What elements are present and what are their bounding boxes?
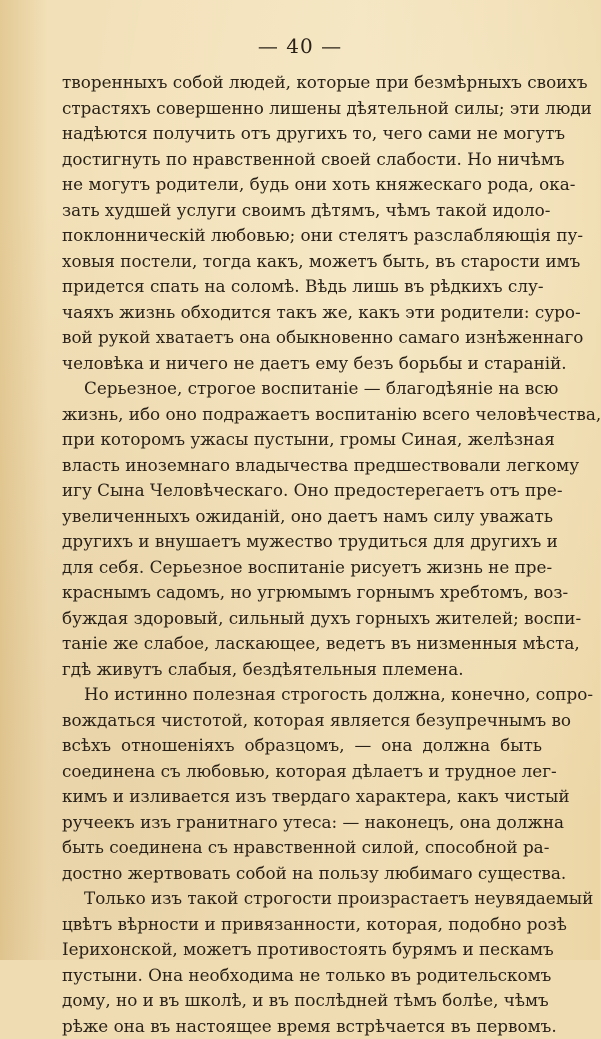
text-line: страстяхъ совершенно лишены дѣятельной силы; эти люди <box>62 96 542 122</box>
text-line: поклонническій любовью; они стелятъ разслабляющія пу- <box>62 223 542 249</box>
text-line: не могутъ родители, будь они хоть княжескаго рода, ока- <box>62 172 542 198</box>
text-line: вой рукой хватаетъ она обыкновенно самаго изнѣженнаго <box>62 325 542 351</box>
text-line: таніе же слабое, ласкающее, ведетъ въ низменныя мѣста, <box>62 631 542 657</box>
text-line: цвѣтъ вѣрности и привязанности, которая, подобно розѣ <box>62 912 542 938</box>
text-line: ручеекъ изъ гранитнаго утеса: — наконецъ, она должна <box>62 810 542 836</box>
text-line: Іерихонской, можетъ противостоять бурямъ и пескамъ <box>62 937 542 963</box>
text-line: буждая здоровый, сильный духъ горныхъ жителей; воспи- <box>62 606 542 632</box>
body-text <box>62 70 542 1039</box>
text-line: Серьезное, строгое воспитаніе — благодѣяніе на всю <box>62 376 542 402</box>
text-line: всѣхъ отношеніяхъ образцомъ, — она должна быть <box>62 733 542 759</box>
text-line: игу Сына Человѣческаго. Оно предостерегаетъ отъ пре- <box>62 478 542 504</box>
text-line: ховыя постели, тогда какъ, можетъ быть, въ старости имъ <box>62 249 542 275</box>
text-line: достно жертвовать собой на пользу любимаго существа. <box>62 861 542 887</box>
page-number: — 40 — <box>0 34 600 58</box>
text-line: надѣются получить отъ другихъ то, чего сами не могутъ <box>62 121 542 147</box>
text-line: для себя. Серьезное воспитаніе рисуетъ жизнь не пре- <box>62 555 542 581</box>
text-line: придется спать на соломѣ. Вѣдь лишь въ рѣдкихъ слу- <box>62 274 542 300</box>
text-line: жизнь, ибо оно подражаетъ воспитанію всего человѣчества, <box>62 402 542 428</box>
text-line: достигнуть по нравственной своей слабости. Но ничѣмъ <box>62 147 542 173</box>
text-line: кимъ и изливается изъ твердаго характера, какъ чистый <box>62 784 542 810</box>
text-line: быть соединена съ нравственной силой, способной ра- <box>62 835 542 861</box>
text-line: вождаться чистотой, которая является безупречнымъ во <box>62 708 542 734</box>
text-line: зать худшей услуги своимъ дѣтямъ, чѣмъ такой идоло- <box>62 198 542 224</box>
text-line: пустыни. Она необходима не только въ родительскомъ <box>62 963 542 989</box>
text-line: при которомъ ужасы пустыни, громы Синая, желѣзная <box>62 427 542 453</box>
text-line: гдѣ живутъ слабыя, бездѣятельныя племена. <box>62 657 542 683</box>
text-line: чаяхъ жизнь обходится такъ же, какъ эти родители: суро- <box>62 300 542 326</box>
text-line: рѣже она въ настоящее время встрѣчается въ первомъ. <box>62 1014 542 1039</box>
text-line: дому, но и въ школѣ, и въ послѣдней тѣмъ болѣе, чѣмъ <box>62 988 542 1014</box>
text-line: Только изъ такой строгости произрастаетъ неувядаемый <box>62 886 542 912</box>
text-line: человѣка и ничего не даетъ ему безъ борьбы и стараній. <box>62 351 542 377</box>
text-line: Но истинно полезная строгость должна, конечно, сопро- <box>62 682 542 708</box>
text-line: власть иноземнаго владычества предшествовали легкому <box>62 453 542 479</box>
text-line: увеличенныхъ ожиданій, оно даетъ намъ силу уважать <box>62 504 542 530</box>
text-line: творенныхъ собой людей, которые при безмѣрныхъ своихъ <box>62 70 542 96</box>
text-line: краснымъ садомъ, но угрюмымъ горнымъ хребтомъ, воз- <box>62 580 542 606</box>
text-line: другихъ и внушаетъ мужество трудиться для другихъ и <box>62 529 542 555</box>
text-line: соединена съ любовью, которая дѣлаетъ и трудное лег- <box>62 759 542 785</box>
